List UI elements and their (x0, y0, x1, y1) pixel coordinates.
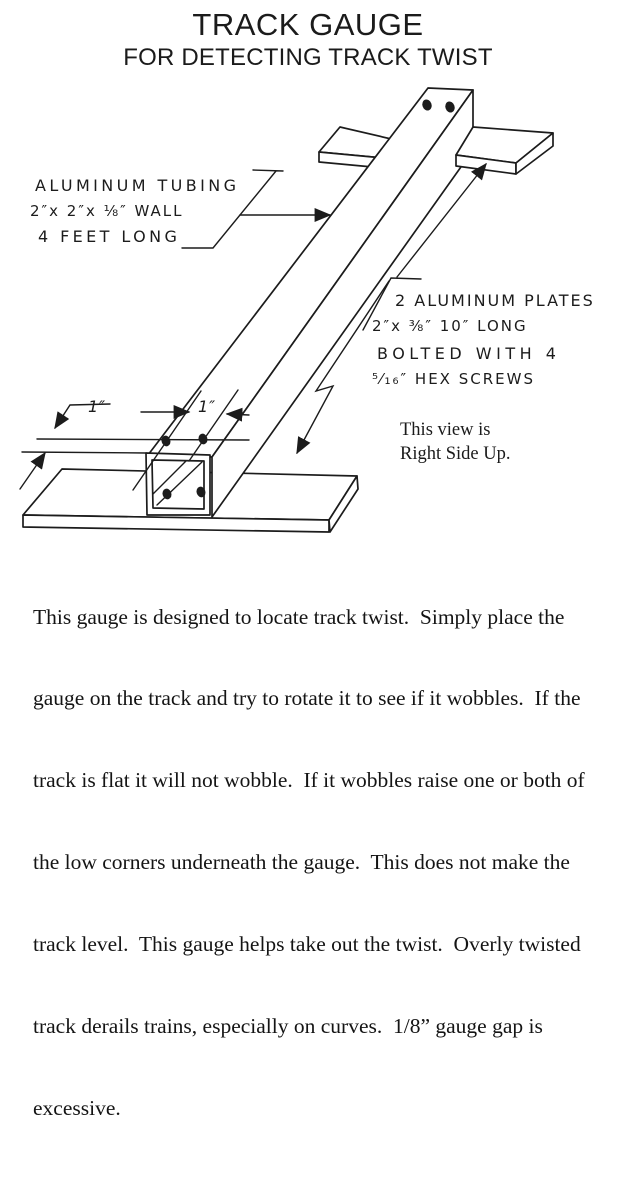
tubing-label-line1: ALUMINUM TUBING (35, 176, 240, 195)
tubing-label-line2: 2″x 2″x ⅛″ WALL (30, 202, 184, 220)
tube-top-face (148, 88, 473, 457)
dim-arrow-left (227, 414, 249, 415)
plates-label-line3: BOLTED WITH 4 (377, 344, 561, 363)
description-line: track is flat it will not wobble. If it wobbles raise one or both of (33, 768, 585, 793)
plates-label-line1: 2 ALUMINUM PLATES (395, 291, 595, 310)
view-note-line2: Right Side Up. (400, 444, 511, 464)
page-subtitle: FOR DETECTING TRACK TWIST (123, 44, 493, 71)
dim-left-lower-arrow (20, 453, 45, 489)
page-title: TRACK GAUGE (192, 7, 424, 42)
dim-label-center: 1″ (198, 397, 217, 416)
tube-end-extension-line (22, 452, 146, 453)
description-line: excessive. (33, 1095, 121, 1120)
tubing-label-line3: 4 FEET LONG (38, 227, 181, 246)
description-line: gauge on the track and try to rotate it to see if it wobbles. If the (33, 686, 581, 711)
view-note-line1: This view is (400, 420, 491, 440)
plates-label-line2: 2″x ⅜″ 10″ LONG (372, 317, 528, 335)
dim-label-left: 1″ (88, 397, 107, 416)
top-plate-right-part (456, 127, 553, 174)
plates-label-line4: ⁵⁄₁₆″ HEX SCREWS (372, 370, 535, 388)
description-paragraph (33, 549, 629, 1177)
description-line: the low corners underneath the gauge. This does not make the (33, 850, 570, 875)
track-gauge-drawing (0, 0, 631, 545)
description-line: track derails trains, especially on curves. 1/8” gauge gap is (33, 1014, 543, 1039)
description-line: track level. This gauge helps take out the twist. Overly twisted (33, 932, 581, 957)
description-line: This gauge is designed to locate track twist. Simply place the (33, 604, 565, 629)
